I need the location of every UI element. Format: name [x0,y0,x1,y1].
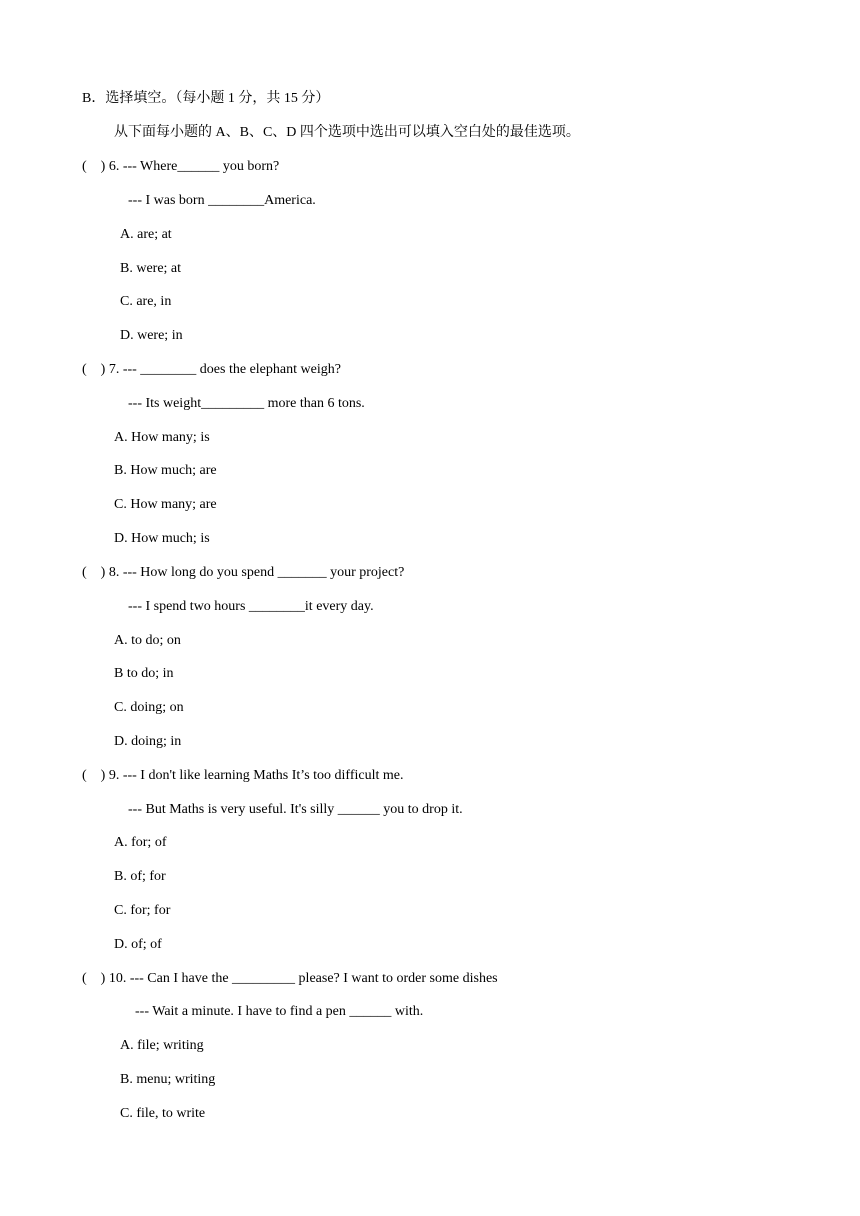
section-instruction: 从下面每小题的 A、B、C、D 四个选项中选出可以填入空白处的最佳选项。 [114,125,580,140]
question-7-option-c: C. How many; are [114,497,217,512]
question-9-reply: --- But Maths is very useful. It's silly ______ you to drop it. [128,802,463,817]
question-8-option-d: D. doing; in [114,734,182,749]
question-10-option-a: A. file; writing [120,1038,204,1053]
question-7-stem: ( ) 7. --- ________ does the elephant weigh? [82,362,341,377]
question-7-reply: --- Its weight_________ more than 6 tons. [128,396,365,411]
question-7-option-d: D. How much; is [114,531,210,546]
question-9-option-d: D. of; of [114,937,162,952]
question-6-option-c: C. are, in [120,294,172,309]
question-9-option-a: A. for; of [114,835,167,850]
question-10-option-b: B. menu; writing [120,1072,216,1087]
question-6-option-b: B. were; at [120,261,182,276]
question-8-option-c: C. doing; on [114,700,184,715]
question-10-stem: ( ) 10. --- Can I have the _________ please? I want to order some dishes [82,971,498,986]
question-6-option-a: A. are; at [120,227,172,242]
section-heading: B．选择填空。（每小题 1 分，共 15 分） [82,91,330,106]
question-6-reply: --- I was born ________America. [128,193,316,208]
question-9-option-c: C. for; for [114,903,171,918]
question-8-reply: --- I spend two hours ________it every day. [128,599,374,614]
question-7-option-a: A. How many; is [114,430,210,445]
question-6-stem: ( ) 6. --- Where______ you born? [82,159,280,174]
question-6-option-d: D. were; in [120,328,183,343]
question-10-reply: --- Wait a minute. I have to find a pen ______ with. [135,1004,424,1019]
question-8-option-a: A. to do; on [114,633,181,648]
question-9-option-b: B. of; for [114,869,166,884]
question-8-stem: ( ) 8. --- How long do you spend _______ your project? [82,565,405,580]
question-10-option-c: C. file, to write [120,1106,206,1121]
question-8-option-b: B to do; in [114,666,174,681]
question-7-option-b: B. How much; are [114,463,217,478]
question-9-stem: ( ) 9. --- I don't like learning Maths It’s too difficult me. [82,768,404,783]
